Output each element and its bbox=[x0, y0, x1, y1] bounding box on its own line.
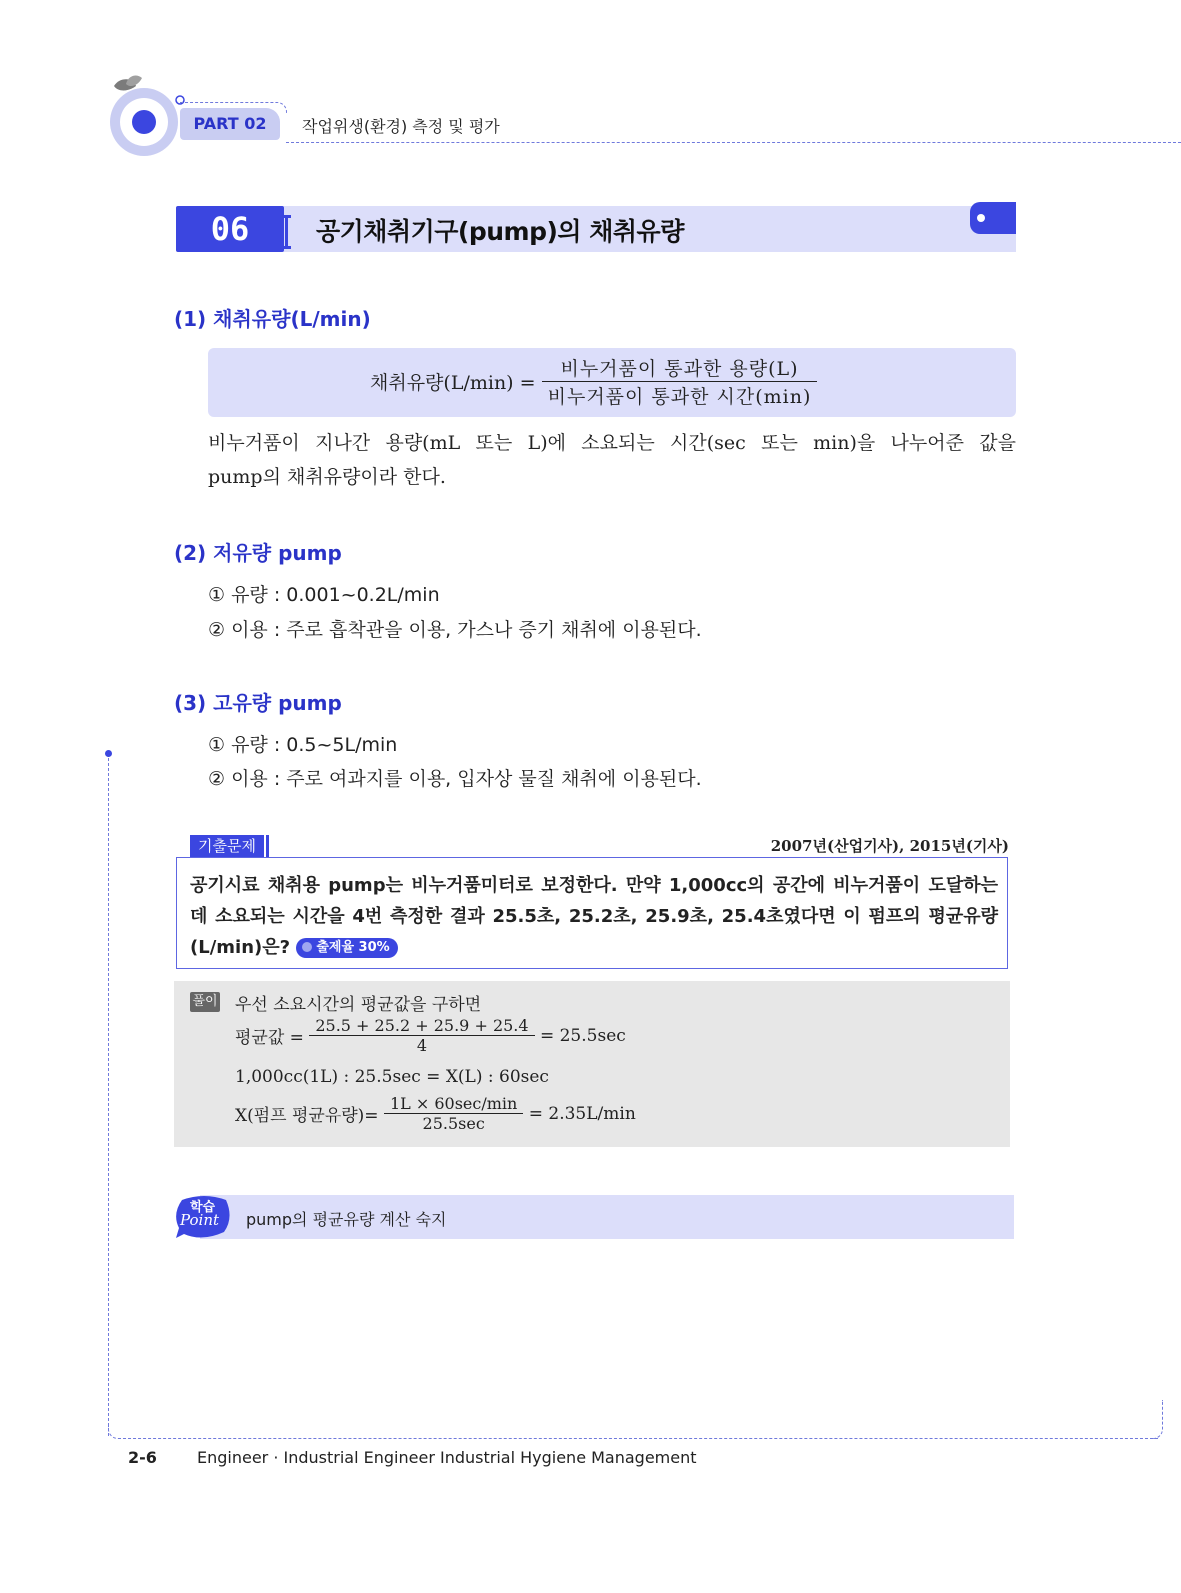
formula-lhs: 채취유량(L/min) = bbox=[370, 372, 536, 394]
result-numerator: 1L × 60sec/min bbox=[384, 1094, 523, 1114]
subheading-1: (1) 채취유량(L/min) bbox=[174, 307, 371, 331]
solution-tag: 풀이 bbox=[190, 992, 220, 1012]
result-rhs: = 2.35L/min bbox=[528, 1103, 636, 1124]
average-numerator: 25.5 + 25.2 + 25.9 + 25.4 bbox=[309, 1016, 534, 1036]
subheading-3: (3) 고유량 pump bbox=[174, 691, 342, 715]
margin-dot bbox=[105, 750, 112, 757]
proportion-equation: 1,000cc(1L) : 25.5sec = X(L) : 60sec bbox=[235, 1067, 549, 1087]
result-lhs: X(펌프 평균유량)= bbox=[235, 1106, 379, 1126]
book-title: Engineer · Industrial Engineer Industrial Hygiene Management bbox=[197, 1448, 697, 1467]
low-flow-item-2: ② 이용 : 주로 흡착관을 이용, 가스나 증기 채취에 이용된다. bbox=[208, 619, 702, 641]
page-number: 2-6 bbox=[128, 1448, 157, 1467]
learning-point-badge bbox=[174, 1194, 232, 1240]
average-lhs: 평균값 = bbox=[235, 1028, 304, 1048]
point-badge-bottom: Point bbox=[180, 1211, 220, 1229]
exam-tag-bar bbox=[266, 835, 269, 857]
exam-years: 2007년(산업기사), 2015년(기사) bbox=[770, 837, 1009, 855]
section-number: 06 bbox=[210, 210, 250, 248]
formula-denominator: 비누거품이 통과한 시간(min) bbox=[547, 386, 812, 408]
chapter-title: 작업위생(환경) 측정 및 평가 bbox=[302, 117, 500, 136]
average-rhs: = 25.5sec bbox=[539, 1025, 626, 1046]
exam-question-line-3: (L/min)은? bbox=[190, 937, 291, 958]
exam-question-line-1: 공기시료 채취용 pump는 비누거품미터로 보정한다. 만약 1,000cc의 공간에 비누거품이 도달하는 bbox=[190, 875, 998, 896]
rate-dot-icon bbox=[302, 942, 312, 952]
average-formula bbox=[235, 1016, 626, 1055]
section-tab-dot bbox=[977, 214, 985, 222]
result-denominator: 25.5sec bbox=[422, 1114, 485, 1133]
section-bracket-caps bbox=[283, 215, 291, 249]
low-flow-item-1: ① 유량 : 0.001~0.2L/min bbox=[208, 584, 440, 606]
exam-question-line-3-wrap bbox=[190, 932, 998, 963]
rate-badge bbox=[296, 938, 397, 958]
margin-rail bbox=[108, 758, 109, 1436]
exam-question-line-2: 데 소요되는 시간을 4번 측정한 결과 25.5초, 25.2초, 25.9초, 25.4초였다면 이 펌프의 평균유량 bbox=[190, 906, 998, 927]
flow-rate-description bbox=[208, 426, 1016, 494]
average-denominator: 4 bbox=[416, 1036, 428, 1055]
learning-point-text: pump의 평균유량 계산 숙지 bbox=[246, 1210, 447, 1229]
part-label: PART 02 bbox=[180, 108, 280, 140]
result-formula bbox=[235, 1094, 636, 1133]
solution-intro: 우선 소요시간의 평균값을 구하면 bbox=[235, 995, 482, 1015]
footer-corner-right bbox=[1150, 1400, 1163, 1439]
point-badge-top: 학습 bbox=[190, 1200, 216, 1215]
footer-divider bbox=[118, 1438, 1158, 1439]
rate-badge-label: 출제율 30% bbox=[316, 940, 390, 955]
header-divider bbox=[286, 142, 1181, 143]
description-line-2: pump의 채취유량이라 한다. bbox=[208, 466, 446, 488]
description-line-1: 비누거품이 지나간 용량(mL 또는 L)에 소요되는 시간(sec 또는 min)을 나누어준 값을 bbox=[208, 432, 1016, 454]
part-emblem bbox=[100, 74, 190, 158]
flow-rate-formula bbox=[370, 354, 817, 409]
result-fraction bbox=[384, 1094, 523, 1133]
exam-question bbox=[190, 870, 998, 963]
exam-tag: 기출문제 bbox=[190, 835, 264, 857]
formula-numerator: 비누거품이 통과한 용량(L) bbox=[542, 354, 818, 382]
section-title: 공기채취기구(pump)의 채취유량 bbox=[316, 217, 684, 246]
average-fraction bbox=[309, 1016, 534, 1055]
high-flow-item-2: ② 이용 : 주로 여과지를 이용, 입자상 물질 채취에 이용된다. bbox=[208, 768, 702, 790]
high-flow-item-1: ① 유량 : 0.5~5L/min bbox=[208, 734, 398, 756]
subheading-2: (2) 저유량 pump bbox=[174, 541, 342, 565]
formula-fraction bbox=[542, 354, 818, 409]
